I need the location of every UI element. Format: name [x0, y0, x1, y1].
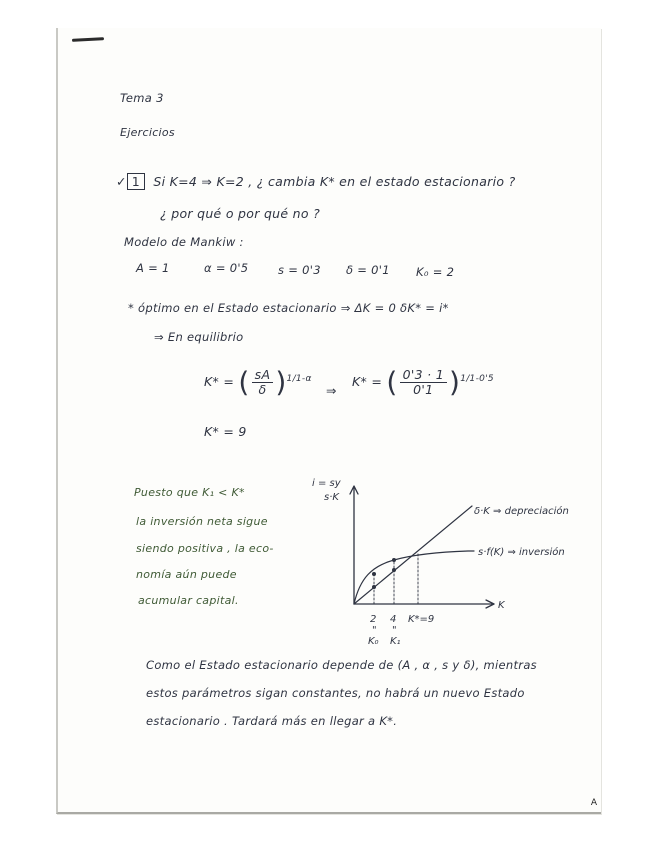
section-heading: Ejercicios [120, 126, 175, 139]
formula-exponent: 1/1-α [286, 373, 312, 384]
conclusion-line-2: estos parámetros sigan constantes, no habrá un nuevo Estado [146, 686, 525, 700]
side-note-line-5: acumular capital. [138, 594, 239, 607]
k0-dep-point [372, 585, 376, 589]
param-s: s = 0'3 [278, 263, 321, 277]
model-title: Modelo de Mankiw : [124, 235, 244, 249]
topic-heading: Tema 3 [120, 91, 164, 105]
tick-k0: 2 [370, 614, 377, 625]
investment-label: s·f(K) ⇒ inversión [478, 547, 565, 558]
k1-dep-point [392, 568, 396, 572]
formula-denominator: δ [258, 382, 267, 397]
param-A: A = 1 [136, 261, 170, 275]
conclusion-line-3: estacionario . Tardará más en llegar a K*. [146, 714, 398, 728]
tick-note-k1: K₁ [390, 636, 401, 647]
graph-y-label-1: i = sy [312, 478, 341, 489]
side-note-line-3: siendo positiva , la eco- [136, 542, 274, 555]
exercise-question [116, 173, 516, 190]
formula-result: K* = 9 [204, 424, 247, 439]
optimum-line: * óptimo en el Estado estacionario ⇒ ΔK = 0 δK* = i* [128, 301, 449, 315]
equilibrium-line: ⇒ En equilibrio [154, 330, 244, 344]
side-note-line-4: nomía aún puede [136, 568, 237, 581]
formula-numeric [352, 365, 494, 399]
depreciation-label: δ·K ⇒ depreciación [474, 506, 569, 517]
investment-curve [354, 551, 474, 604]
formula-exponent-2: 1/1-0'5 [460, 373, 494, 384]
tick-note-k0: K₀ [368, 636, 379, 647]
paren-left-2-icon: ( [386, 365, 398, 399]
exercise-number: 1 [127, 173, 145, 190]
formula-numerator: sA [252, 368, 274, 383]
graph-x-label: K [498, 600, 505, 611]
formula-lhs-2: K* [352, 374, 368, 389]
steady-state-graph [308, 474, 588, 684]
formula-equals: = [223, 374, 235, 389]
formula-lhs: K* [204, 374, 220, 389]
formula-fraction-2 [400, 368, 447, 397]
question-line-2: ¿ por qué o por qué no ? [160, 206, 321, 221]
formula-denominator-2: 0'1 [413, 382, 434, 397]
formula-arrow: ⇒ [326, 383, 337, 398]
side-note-line-1: Puesto que K₁ < K* [134, 486, 245, 499]
tick-kstar: K*=9 [408, 614, 435, 625]
tick-eq-k1: " [392, 625, 397, 636]
side-note-line-2: la inversión neta sigue [136, 515, 268, 528]
page-mark: A [590, 798, 597, 808]
tick-k1: 4 [390, 614, 397, 625]
paren-right-icon: ) [275, 365, 287, 399]
formula-equals-2: = [371, 374, 383, 389]
formula-steady-state [204, 365, 312, 399]
k1-point [392, 558, 396, 562]
check-mark-icon: ✓ [116, 174, 127, 189]
depreciation-line [354, 506, 472, 604]
param-alpha: α = 0'5 [204, 261, 249, 275]
k0-point [372, 572, 376, 576]
paren-left-icon: ( [238, 365, 250, 399]
param-K0: K₀ = 2 [416, 265, 455, 279]
tick-eq-k0: " [372, 625, 377, 636]
graph-y-label-2: s·K [324, 492, 339, 503]
param-delta: δ = 0'1 [346, 263, 390, 277]
question-line-1: Si K=4 ⇒ K=2 , ¿ cambia K* en el estado estacionario ? [153, 174, 516, 189]
paren-right-2-icon: ) [448, 365, 461, 399]
conclusion-line-1: Como el Estado estacionario depende de (A , α , s y δ), mientras [146, 658, 537, 672]
formula-fraction [252, 368, 274, 397]
binding-mark [72, 37, 104, 42]
formula-numerator-2: 0'3 · 1 [400, 368, 447, 383]
notebook-page [56, 28, 601, 814]
